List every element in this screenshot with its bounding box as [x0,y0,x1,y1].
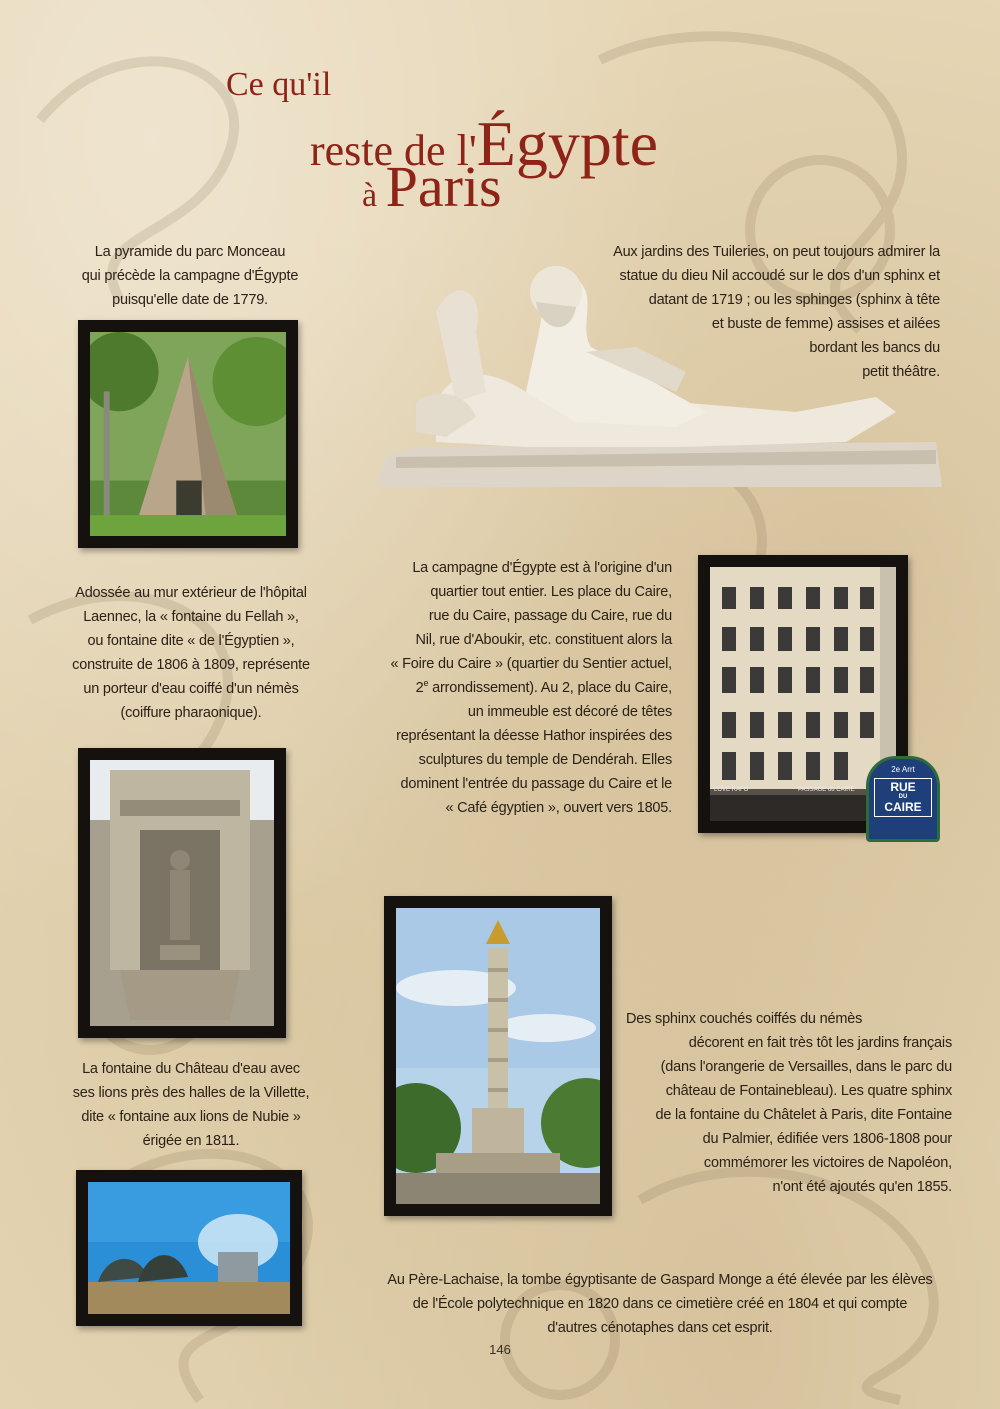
palmier-image [396,908,600,1204]
title-line-2-a: reste de l' [310,126,477,175]
caption-quartier-caire [362,556,672,820]
caption-line: La campagne d'Égypte est à l'origine d'un [412,560,672,576]
caption-line: de la fontaine du Châtelet à Paris, dite Fontaine [655,1107,952,1123]
caption-fontaine-fellah [40,581,342,725]
photo-pyramide-monceau [78,320,298,548]
caption-line: sculptures du temple de Dendérah. Elles [418,752,672,768]
caption-line: puisqu'elle date de 1779. [112,292,268,308]
caption-line: et buste de femme) assises et ailées [711,316,940,332]
page-number: 146 [489,1342,511,1357]
caption-line: « Foire du Caire » (quartier du Sentier actuel, [390,656,672,672]
caption-fontaine-lions [40,1057,342,1153]
pyramid-image [90,332,286,536]
caption-line: Laennec, la « fontaine du Fellah », [83,609,299,625]
caption-line: « Café égyptien », ouvert vers 1805. [445,800,672,816]
caption-line: du Palmier, édifiée vers 1806-1808 pour [702,1131,952,1147]
caption-line-arrondissement [362,676,672,700]
caption-line: n'ont été ajoutés qu'en 1855. [772,1179,952,1195]
street-sign-caire: CAIRE [884,800,922,814]
street-sign-rue: RUE [890,780,916,794]
caption-line: érigée en 1811. [142,1133,240,1149]
caption-line: Au Père-Lachaise, la tombe égyptisante de Gaspard Monge a été élevée par les élèves [387,1272,933,1288]
caption-line: un immeuble est décoré de têtes [467,704,672,720]
caption-line: dominent l'entrée du passage du Caire et le [400,776,672,792]
caption-pyramide [72,240,308,312]
title-line-2-b: Égypte [476,108,659,179]
caption-line: (coiffure pharaonique). [120,705,262,721]
caption-line: d'autres cénotaphes dans cet esprit. [547,1320,773,1336]
shop-sign-left: LOVE RAFO [714,787,749,793]
shop-sign-passage: PASSAGE du CAIRE [798,787,855,793]
lions-image [88,1182,290,1314]
photo-fontaine-palmier [384,896,612,1216]
street-sign-arrondissement: 2e Arrt [891,765,915,774]
caption-line: (dans l'orangerie de Versailles, dans le parc du [660,1059,952,1075]
caption-line: quartier tout entier. Les place du Caire, [430,584,672,600]
caption-line: ses lions près des halles de la Villette, [72,1085,310,1101]
caption-line: petit théâtre. [862,364,940,380]
caption-line: un porteur d'eau coiffé d'un némès [83,681,299,697]
caption-line: décorent en fait très tôt les jardins français [688,1035,952,1051]
title-line-3-b: Paris [385,154,502,219]
caption-sphinx [584,1007,952,1199]
photo-fontaine-lions-nubie [76,1170,302,1326]
caption-line: Des sphinx couchés coiffés du némès [626,1011,863,1027]
street-sign-rue-du-caire [866,756,940,842]
caption-line: qui précède la campagne d'Égypte [81,268,299,284]
caption-line: Nil, rue d'Aboukir, etc. constituent alors la [415,632,672,648]
street-sign-du: DU [898,794,908,800]
arr-number: 2 [415,680,424,696]
photo-fontaine-fellah [78,748,286,1038]
caption-line: La pyramide du parc Monceau [94,244,286,260]
caption-line: rue du Caire, passage du Caire, rue du [428,608,672,624]
caption-line: commémorer les victoires de Napoléon, [703,1155,952,1171]
caption-line: statue du dieu Nil accoudé sur le dos d'un sphinx et [619,268,940,284]
caption-line: Aux jardins des Tuileries, on peut toujours admirer la [613,244,940,260]
title-line-3-a: à [362,177,386,214]
title-line-3 [362,154,502,219]
arr-rest: arrondissement). Au 2, place du Caire, [428,680,672,696]
caption-line: Adossée au mur extérieur de l'hôpital [75,585,307,601]
caption-line: château de Fontainebleau). Les quatre sphinx [665,1083,952,1099]
caption-line: de l'École polytechnique en 1820 dans ce cimetière créé en 1804 et qui compte [412,1296,908,1312]
caption-line: construite de 1806 à 1809, représente [72,657,310,673]
title-line-1: Ce qu'il [226,66,332,103]
caption-line: bordant les bancs du [809,340,940,356]
caption-line: ou fontaine dite « de l'Égyptien », [87,633,295,649]
caption-tuileries [556,240,940,384]
caption-line: La fontaine du Château d'eau avec [82,1061,300,1077]
arr-superscript: e [423,678,429,689]
caption-line: dite « fontaine aux lions de Nubie » [81,1109,301,1125]
caption-line: datant de 1719 ; ou les sphinges (sphinx à tête [648,292,940,308]
caption-pere-lachaise [340,1268,980,1340]
fellah-image [90,760,274,1026]
caption-line: représentant la déesse Hathor inspirées des [396,728,672,744]
